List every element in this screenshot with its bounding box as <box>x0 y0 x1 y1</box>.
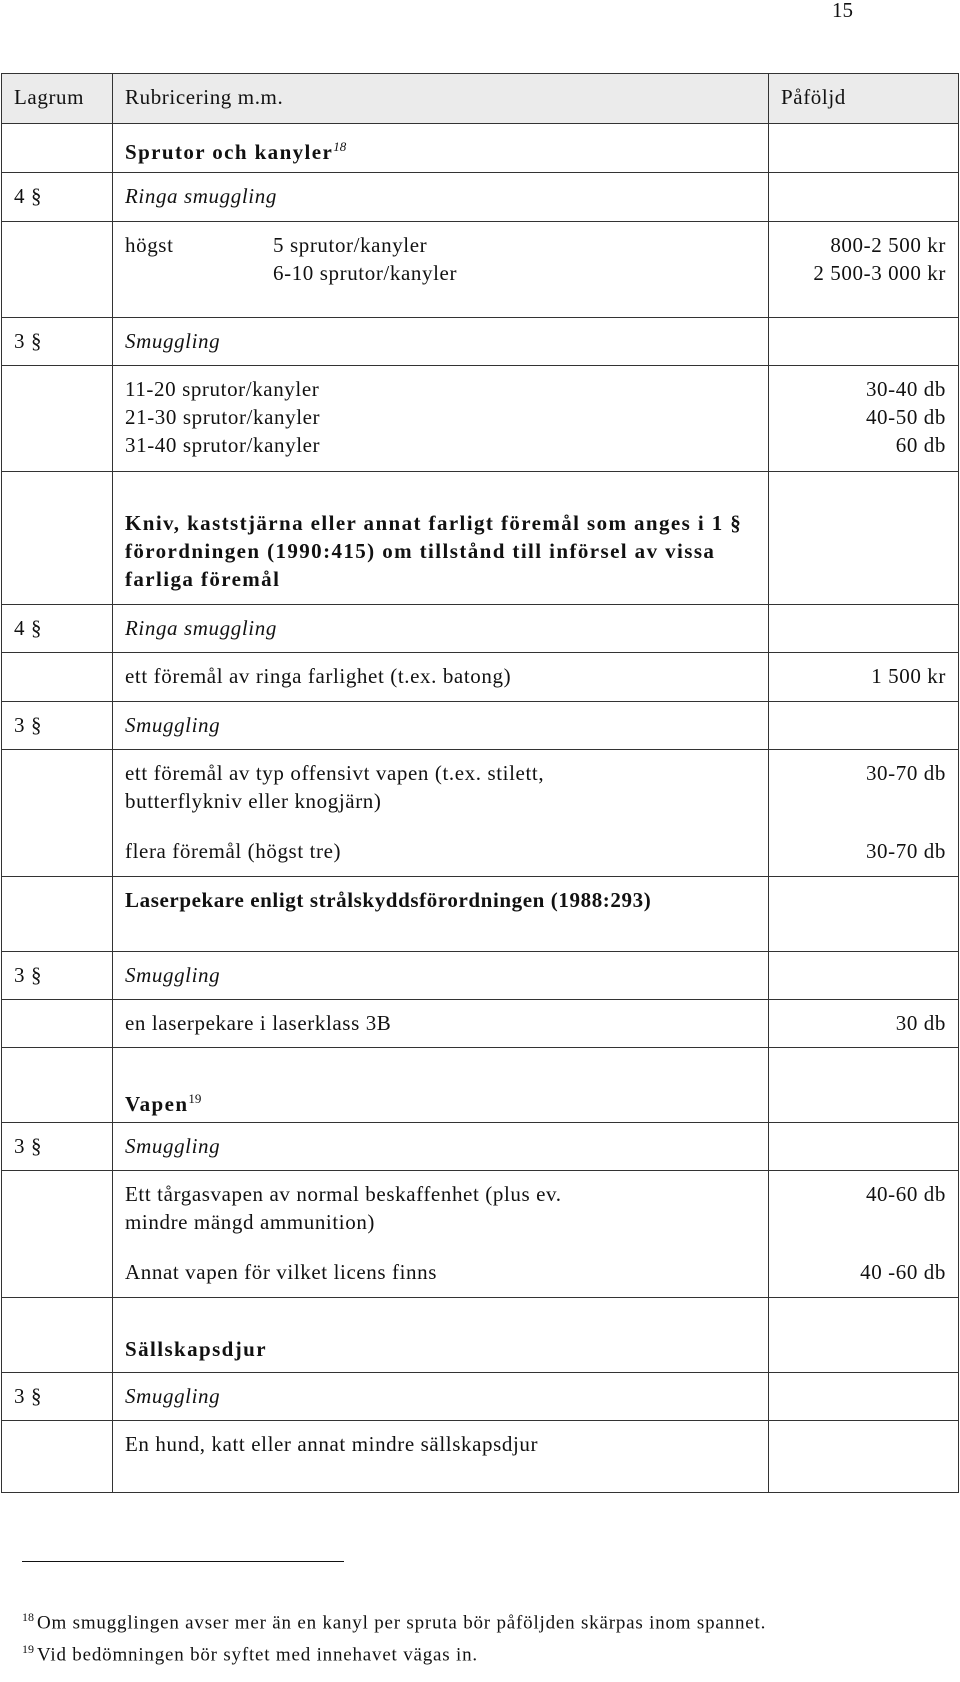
table-row <box>2 702 959 750</box>
lagrum-cell: 3 § <box>2 702 113 750</box>
limit-prefix: högst <box>125 233 174 257</box>
rubric-smuggling: Smuggling <box>113 952 769 1000</box>
penalty-table <box>1 73 959 1493</box>
footnote-divider <box>22 1561 344 1562</box>
penalty-value: 30-70 db <box>865 839 946 863</box>
item-text: En hund, katt eller annat mindre sällskapsdjur <box>113 1421 769 1493</box>
lagrum-cell: 4 § <box>2 605 113 653</box>
penalty-value: 30-70 db <box>865 761 946 785</box>
rubric-smuggling: Smuggling <box>113 1123 769 1171</box>
table-row <box>2 1421 959 1493</box>
rubric-smuggling: Smuggling <box>113 1373 769 1421</box>
item-text: ett föremål av typ offensivt vapen (t.ex. stilett, butterflykniv eller knogjärn) <box>125 761 545 813</box>
section-title-kniv: Kniv, kaststjärna eller annat farligt föremål som anges i 1 § förordningen (1990:415) om tillstånd till införsel av vissa farliga föremål <box>125 511 743 591</box>
table-row <box>2 877 959 952</box>
table-row <box>2 1171 959 1298</box>
table-row <box>2 1048 959 1123</box>
lagrum-cell: 3 § <box>2 952 113 1000</box>
table-row <box>2 222 959 318</box>
section-title-sprutor: Sprutor och kanyler <box>125 140 334 164</box>
item-text: flera föremål (högst tre) <box>125 839 342 863</box>
lagrum-cell: 3 § <box>2 318 113 366</box>
lagrum-cell: 3 § <box>2 1373 113 1421</box>
penalty-value: 40-50 db <box>865 405 946 429</box>
footnote-18 <box>22 1604 922 1636</box>
table-row <box>2 1298 959 1373</box>
item-text: Annat vapen för vilket licens finns <box>125 1260 438 1284</box>
footnote-ref-19: 19 <box>188 1091 202 1106</box>
footnotes <box>22 1604 922 1669</box>
penalty-value: 40-60 db <box>865 1182 946 1206</box>
page-number: 15 <box>832 0 853 22</box>
penalty-value: 30 db <box>769 1000 959 1048</box>
rubric-ringa-smuggling: Ringa smuggling <box>113 173 769 222</box>
item-text: Ett tårgasvapen av normal beskaffenhet (plus ev. mindre mängd ammunition) <box>125 1182 562 1234</box>
item-text: en laserpekare i laserklass 3B <box>113 1000 769 1048</box>
item-text: ett föremål av ringa farlighet (t.ex. batong) <box>113 653 769 702</box>
rubric-smuggling: Smuggling <box>113 318 769 366</box>
header-lagrum: Lagrum <box>2 74 113 124</box>
penalty-value: 2 500-3 000 kr <box>813 261 946 285</box>
footnote-mark: 19 <box>22 1642 34 1657</box>
lagrum-cell: 4 § <box>2 173 113 222</box>
table-row <box>2 1000 959 1048</box>
footnote-text: Vid bedömningen bör syftet med innehavet vägas in. <box>37 1644 478 1666</box>
footnote-19 <box>22 1636 922 1668</box>
footnote-mark: 18 <box>22 1610 34 1624</box>
table-header <box>2 74 959 124</box>
footnote-text: Om smugglingen avser mer än en kanyl per spruta bör påföljden skärpas inom spannet. <box>37 1612 767 1634</box>
table-row <box>2 124 959 173</box>
penalty-value: 1 500 kr <box>769 653 959 702</box>
penalty-value <box>769 1421 959 1493</box>
footnote-ref-18: 18 <box>333 139 347 154</box>
table-row <box>2 318 959 366</box>
table-row <box>2 366 959 472</box>
penalty-value: 40 -60 db <box>860 1260 946 1284</box>
header-rubricering: Rubricering m.m. <box>113 74 769 124</box>
lagrum-cell: 3 § <box>2 1123 113 1171</box>
rubric-smuggling: Smuggling <box>113 702 769 750</box>
table-row <box>2 173 959 222</box>
list-item: 11-20 sprutor/kanyler <box>125 377 320 401</box>
section-title-vapen: Vapen <box>125 1092 189 1116</box>
table-row <box>2 1123 959 1171</box>
table-row <box>2 653 959 702</box>
table-row <box>2 750 959 877</box>
table-row <box>2 952 959 1000</box>
penalty-value: 30-40 db <box>865 377 946 401</box>
table-row <box>2 1373 959 1421</box>
penalty-value: 60 db <box>895 433 946 457</box>
list-item: 21-30 sprutor/kanyler <box>125 405 321 429</box>
penalty-value: 800-2 500 kr <box>830 233 946 257</box>
section-title-djur: Sällskapsdjur <box>125 1337 267 1361</box>
list-item: 31-40 sprutor/kanyler <box>125 433 321 457</box>
list-item: 5 sprutor/kanyler <box>273 233 428 257</box>
list-item: 6-10 sprutor/kanyler <box>273 261 458 285</box>
header-pafoljd: Påföljd <box>769 74 959 124</box>
rubric-ringa-smuggling: Ringa smuggling <box>113 605 769 653</box>
section-title-laser: Laserpekare enligt strålskyddsförordningen (1988:293) <box>113 877 769 952</box>
table-row <box>2 472 959 605</box>
table-row <box>2 605 959 653</box>
